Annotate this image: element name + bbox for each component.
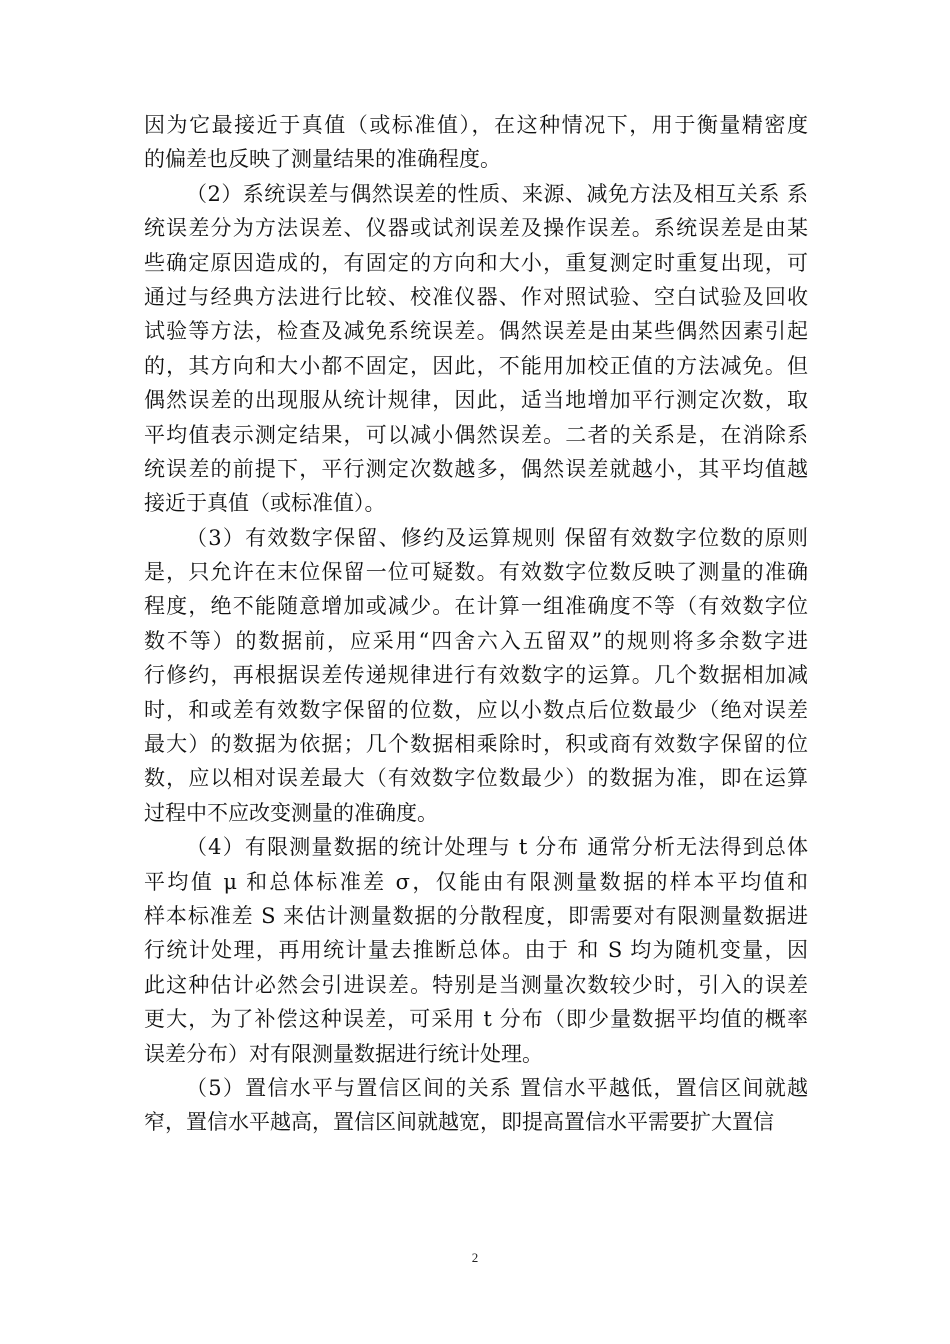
paragraph (144, 177, 808, 521)
text-line: 偶然误差的出现服从统计规律，因此，适当地增加平行测定次数，取 (144, 388, 808, 413)
text-line: （5）置信水平与置信区间的关系 置信水平越低，置信区间就越 (186, 1075, 808, 1100)
text-line: 数，应以相对误差最大（有效数字位数最少）的数据为准，即在运算 (144, 766, 808, 791)
text-line: 窄，置信水平越高，置信区间就越宽，即提高置信水平需要扩大置信 (144, 1110, 774, 1135)
text-line: 过程中不应改变测量的准确度。 (144, 800, 438, 825)
text-line: 误差分布）对有限测量数据进行统计处理。 (144, 1041, 543, 1066)
text-line: 时，和或差有效数字保留的位数，应以小数点后位数最少（绝对误差 (144, 697, 808, 722)
text-line: 平均值表示测定结果，可以减小偶然误差。二者的关系是，在消除系 (144, 422, 808, 447)
text-line: 的，其方向和大小都不固定，因此，不能用加校正值的方法减免。但 (144, 353, 808, 378)
text-line: 些确定原因造成的，有固定的方向和大小，重复测定时重复出现，可 (144, 250, 808, 275)
paragraph (144, 830, 808, 1071)
text-line: 的偏差也反映了测量结果的准确程度。 (144, 147, 501, 172)
text-line: 程度，绝不能随意增加或减少。在计算一组准确度不等（有效数字位 (144, 594, 808, 619)
page-number: 2 (471, 1250, 479, 1265)
text-line: 更大，为了补偿这种误差，可采用 t 分布（即少量数据平均值的概率 (144, 1007, 808, 1032)
text-line: 行修约，再根据误差传递规律进行有效数字的运算。几个数据相加减 (144, 663, 808, 688)
text-line: （2）系统误差与偶然误差的性质、来源、减免方法及相互关系 系 (186, 181, 808, 206)
text-line: 此这种估计必然会引进误差。特别是当测量次数较少时，引入的误差 (144, 972, 808, 997)
paragraph (144, 521, 808, 831)
text-line: 行统计处理，再用统计量去推断总体。由于 和 S 均为随机变量，因 (144, 938, 808, 963)
text-line: 是，只允许在末位保留一位可疑数。有效数字位数反映了测量的准确 (144, 560, 808, 585)
text-line: 试验等方法，检查及减免系统误差。偶然误差是由某些偶然因素引起 (144, 319, 808, 344)
text-line: 通过与经典方法进行比较、校准仪器、作对照试验、空白试验及回收 (144, 284, 808, 309)
body-text (144, 108, 808, 1140)
paragraph (144, 108, 808, 177)
text-line: 样本标准差 S 来估计测量数据的分散程度，即需要对有限测量数据进 (144, 903, 808, 928)
text-line: 因为它最接近于真值（或标准值），在这种情况下，用于衡量精密度 (144, 113, 808, 137)
text-line: 平均值 μ 和总体标准差 σ，仅能由有限测量数据的样本平均值和 (144, 869, 808, 894)
text-line: （3）有效数字保留、修约及运算规则 保留有效数字位数的原则 (186, 525, 808, 550)
paragraph (144, 1071, 808, 1140)
text-line: 数不等）的数据前，应采用“四舍六入五留双”的规则将多余数字进 (144, 628, 808, 653)
text-line: 统误差分为方法误差、仪器或试剂误差及操作误差。系统误差是由某 (144, 216, 808, 241)
text-line: （4）有限测量数据的统计处理与 t 分布 通常分析无法得到总体 (186, 835, 808, 860)
text-line: 统误差的前提下，平行测定次数越多，偶然误差就越小，其平均值越 (144, 456, 808, 481)
text-line: 最大）的数据为依据；几个数据相乘除时，积或商有效数字保留的位 (144, 732, 808, 757)
text-line: 接近于真值（或标准值）。 (144, 491, 386, 516)
